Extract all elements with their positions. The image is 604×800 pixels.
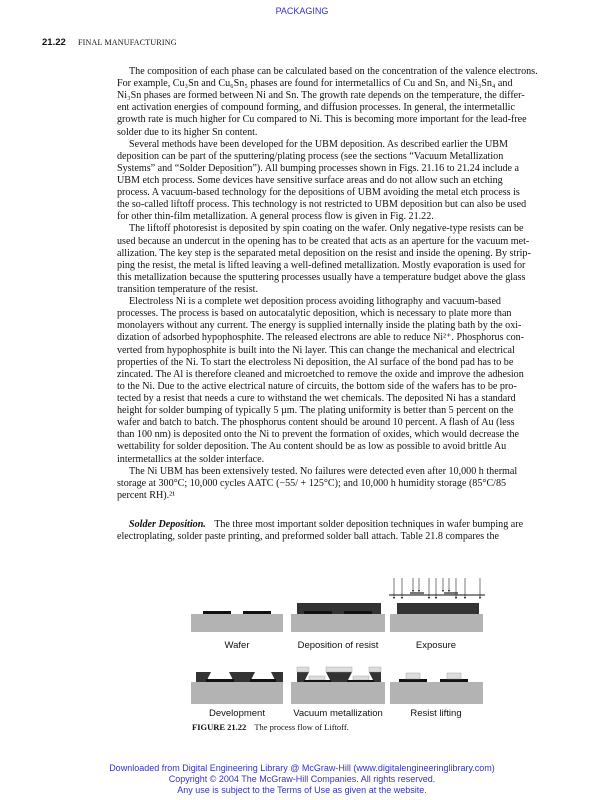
body-text <box>117 66 538 543</box>
panel-vacuum-metallization <box>291 667 385 704</box>
running-title: FINAL MANUFACTURING <box>78 38 177 47</box>
panel-development <box>191 672 283 704</box>
paragraph-line: storage at 300°C; 10,000 cycles AATC (−55/ + 125°C); and 10,000 h humidity storage (85°C/85 <box>117 477 507 489</box>
paragraph-line: percent RH).²¹ <box>117 489 176 501</box>
paragraph-line: wafer and batch to batch. The phosphorus content should be around 10 percent. A flash of Au (less <box>117 417 515 429</box>
paragraph-line: used because an undercut in the opening has to be created that acts as an aperture for the vacuum met- <box>117 235 530 247</box>
panel-exposure <box>389 578 485 632</box>
label-wafer: Wafer <box>224 640 250 651</box>
paragraph-line: to the Ni. Due to the active electrical nature of circuits, the bottom side of the wafers has to be pro- <box>117 380 517 392</box>
paragraph-line: process. A vacuum-based technology for the depositions of UBM avoiding the metal etch process is <box>117 187 520 199</box>
solder-deposition-line-2: electroplating, solder paste printing, and preformed solder ball attach. Table 21.8 compares the <box>117 531 499 543</box>
paragraph-line: growth rate is much higher for Cu compared to Ni. This is becoming more important for the lead-free <box>117 114 527 126</box>
footer-copyright: Copyright © 2004 The McGraw-Hill Companies. All rights reserved. <box>168 774 436 784</box>
paragraph-line: dization of adsorbed hypophosphite. The released electrons are able to reduce Ni²⁺. Phosphorus con- <box>117 332 525 344</box>
paragraph-line: properties of the Ni. To start the electroless Ni deposition, the Al surface of the bond pad has to be <box>117 356 514 368</box>
label-deposition-of-resist: Deposition of resist <box>297 640 379 651</box>
section-heading: Solder Deposition. <box>129 518 206 530</box>
figure-liftoff-process <box>186 578 496 723</box>
paragraph-line: Several methods have been developed for the UBM deposition. As described earlier the UBM <box>129 138 508 150</box>
footer-download-link[interactable]: Downloaded from Digital Engineering Library @ McGraw-Hill (www.digitalengineeringlibrary.com) <box>109 763 495 773</box>
label-exposure: Exposure <box>415 640 457 651</box>
paragraph-line: solder due to its higher Sn content. <box>117 126 258 138</box>
paragraph-line: allization. The key step is the separated metal deposition on the resist and inside the opening. By strip- <box>117 247 531 259</box>
solder-deposition-line-1 <box>117 518 524 531</box>
paragraph-line: Ni₃Sn phases are formed between Ni and Sn. The growth rate depends on the temperature, the differ- <box>117 90 525 102</box>
paragraphs <box>117 66 538 502</box>
label-resist-lifting: Resist lifting <box>410 708 462 719</box>
paragraph-line: tected by a resist that needs a cure to withstand the wet chemicals. The deposited Ni has a standard <box>117 392 516 404</box>
text: The three most important solder deposition techniques in wafer bumping are <box>214 518 524 530</box>
paragraph-line: intermetallics at the solder interface. <box>117 453 265 465</box>
paragraph-line: the so-called liftoff process. This technology is not restricted to UBM deposition but can also be used <box>117 199 527 211</box>
paragraph-line: ping the resist, the metal is lifted leaving a well-defined metallization. Mostly evaporation is used for <box>117 259 526 271</box>
caption-text: The process flow of Liftoff. <box>254 722 349 732</box>
paragraph-line: The composition of each phase can be calculated based on the concentration of the valence electrons. <box>129 66 538 77</box>
panel-wafer <box>191 611 283 632</box>
paragraph-line: verted from hypophosphite is built into the Ni layer. This can change the mechanical and electrical <box>117 344 515 356</box>
paragraph-line: for other thin-film metallization. A general process flow is given in Fig. 21.22. <box>117 211 434 223</box>
paragraph-line: height for solder bumping of typically 5 µm. The plating uniformity is better than 5 percent on the <box>117 405 514 417</box>
paragraph-line: The Ni UBM has been extensively tested. No failures were detected even after 10,000 h thermal <box>129 465 518 477</box>
paragraph-line: Systems” and “Solder Deposition”). All bumping processes shown in Figs. 21.16 to 21.24 include a <box>117 162 520 174</box>
paragraph-line: than 100 nm) is deposited onto the Ni to prevent the formation of oxides, which would decrease the <box>117 429 519 441</box>
page-number: 21.22 <box>42 37 66 48</box>
paragraph-line: transition temperature of the resist. <box>117 283 258 295</box>
footer-terms-link[interactable]: Any use is subject to the Terms of Use as given at the website. <box>177 785 427 795</box>
paragraph-line: zincated. The Al is therefore cleaned and microetched to remove the oxide and improve the adhesion <box>117 368 524 380</box>
panel-resist-lifting <box>390 673 483 704</box>
paragraph-line: ent activation energies of compound forming, and diffusion processes. In general, the intermetallic <box>117 102 515 114</box>
panel-deposition-of-resist <box>291 603 385 632</box>
paragraph-line: deposition can be part of the sputtering/plating process (see the sections “Vacuum Metallization <box>117 150 504 162</box>
label-development: Development <box>209 708 265 719</box>
running-head <box>42 37 177 48</box>
label-vacuum-metallization: Vacuum metallization <box>293 708 383 719</box>
paragraph-line: UBM etch process. Some devices have sensitive surface areas and do not allow such an etching <box>117 174 503 186</box>
packaging-banner: PACKAGING <box>275 6 329 16</box>
paragraph-line: monolayers without any current. The energy is supplied internally inside the plating bath by the oxi- <box>117 320 522 332</box>
paragraph-line: Electroless Ni is a complete wet deposition process avoiding lithography and vacuum-based <box>129 296 501 308</box>
paragraph-line: The liftoff photoresist is deposited by spin coating on the wafer. Only negative-type resists can be <box>129 223 524 235</box>
figure-number: FIGURE 21.22 <box>192 722 247 732</box>
figure-caption <box>192 722 349 732</box>
paragraph-line: processes. The process is based on autocatalytic deposition, which is necessary to plate more than <box>117 308 512 320</box>
paragraph-line: For example, Cu₃Sn and Cu₆Sn₅ phases are found for intermetallics of Cu and Sn, and Ni₃Sn₄ and <box>117 78 513 90</box>
paragraph-line: wettability for solder deposition. The Au content should be as low as possible to avoid brittle Au <box>117 441 507 453</box>
paragraph-line: this metallization because the sputtering processes usually have a temperature budget above the glass <box>117 271 526 283</box>
